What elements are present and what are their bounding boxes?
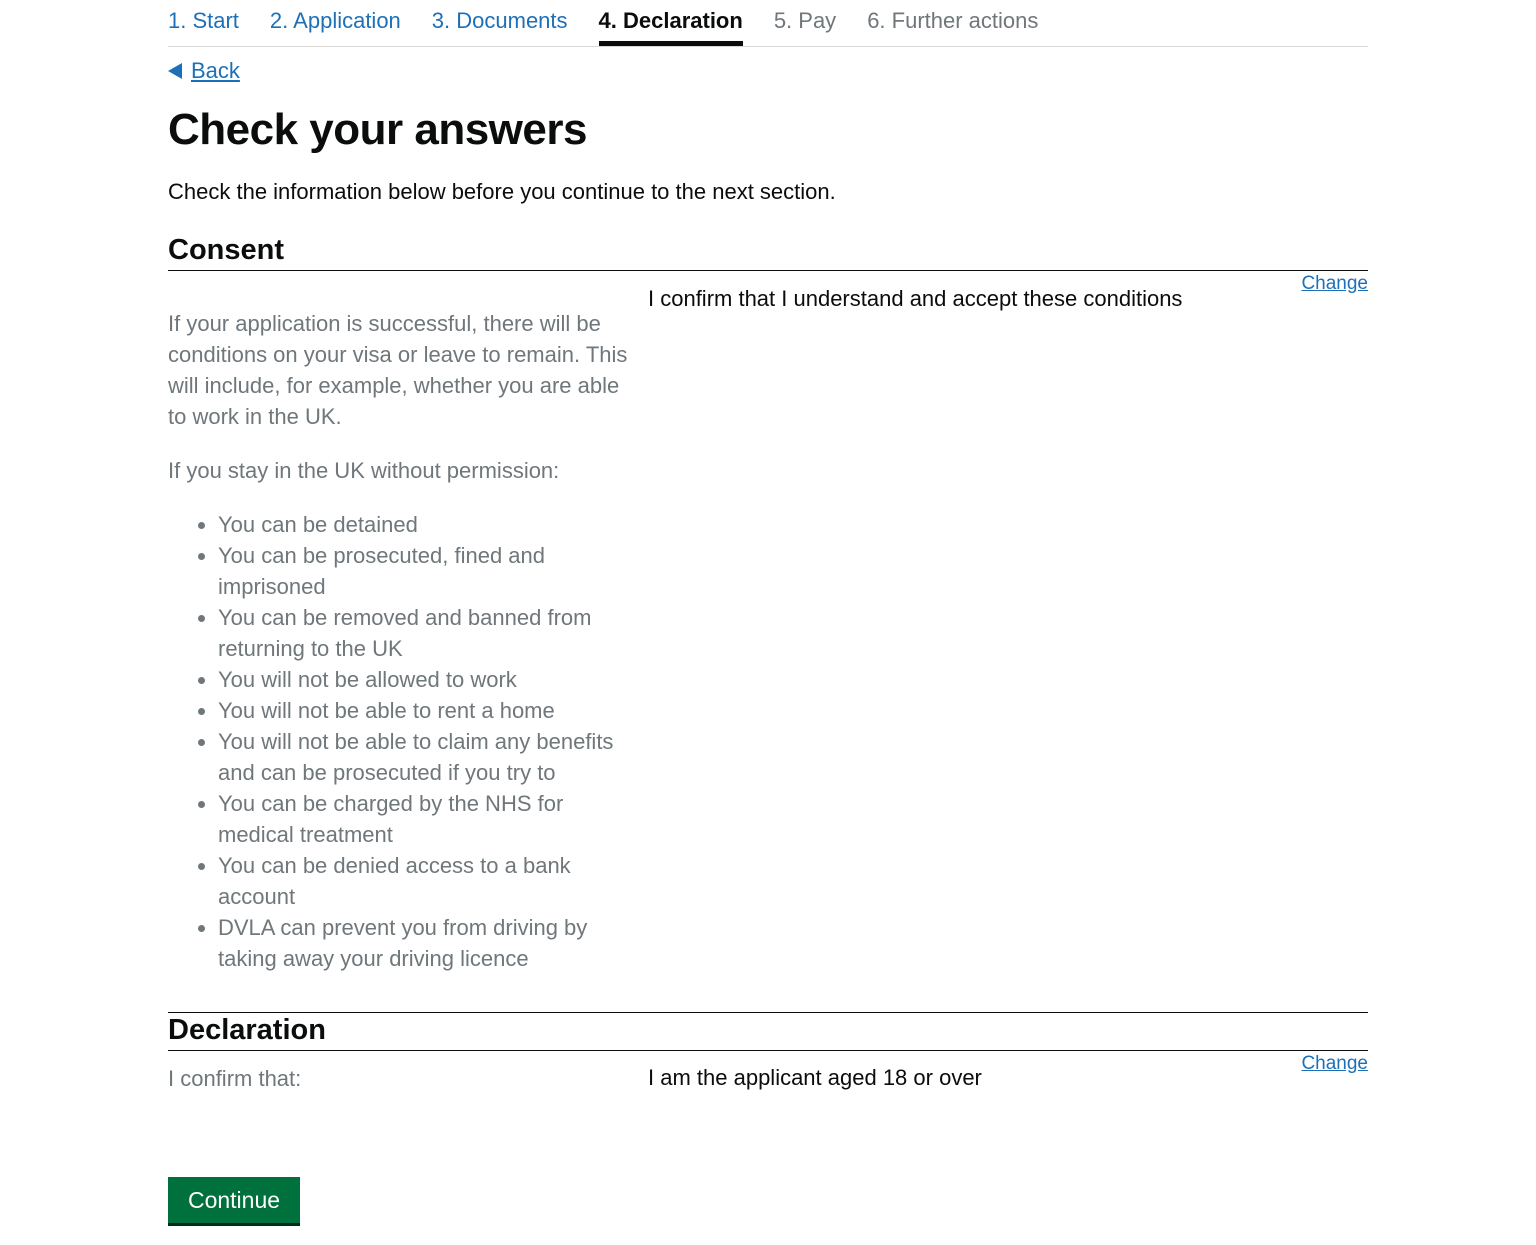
step-documents[interactable]: 3. Documents (431, 8, 568, 33)
back-arrow-icon (168, 63, 182, 79)
step-navigation (168, 0, 1368, 47)
consent-change-link[interactable]: Change (1301, 273, 1368, 294)
declaration-top-divider (168, 1012, 1368, 1013)
consent-answer: I confirm that I understand and accept these conditions (648, 286, 1183, 311)
consent-permission-text: If you stay in the UK without permission: (168, 458, 560, 483)
list-item: • You can be charged by the NHS for medical treatment (218, 788, 630, 850)
list-item: • You can be denied access to a bank account (218, 850, 630, 912)
consent-consequences-list (168, 509, 630, 974)
consent-heading: Consent (168, 234, 284, 266)
list-item: • DVLA can prevent you from driving by taking away your driving licence (218, 912, 630, 974)
list-item: • You can be removed and banned from returning to the UK (218, 602, 630, 664)
list-item: • You can be detained (218, 509, 630, 540)
declaration-heading: Declaration (168, 1014, 326, 1046)
back-link[interactable] (168, 58, 240, 84)
declaration-key: I confirm that: (168, 1066, 302, 1091)
step-further-actions: 6. Further actions (867, 8, 1039, 33)
list-item: • You will not be able to rent a home (218, 695, 630, 726)
step-declaration: 4. Declaration (599, 0, 743, 36)
list-item: • You can be prosecuted, fined and imprisoned (218, 540, 630, 602)
list-item: • You will not be allowed to work (218, 664, 630, 695)
declaration-divider (168, 1050, 1368, 1051)
consent-divider (168, 270, 1368, 271)
continue-button[interactable]: Continue (168, 1177, 300, 1223)
declaration-answer: I am the applicant aged 18 or over (648, 1065, 982, 1090)
consent-conditions-text: If your application is successful, there will be conditions on your visa or leave to remain. This will include, for example, whether you are able to work in the UK. (168, 311, 628, 429)
intro-text: Check the information below before you continue to the next section. (168, 179, 836, 204)
declaration-change-link[interactable]: Change (1301, 1053, 1368, 1074)
step-start[interactable]: 1. Start (168, 8, 239, 33)
page-title: Check your answers (168, 105, 587, 154)
step-pay: 5. Pay (773, 8, 837, 33)
main-container (168, 0, 1368, 1213)
consent-key (168, 308, 630, 974)
list-item: • You will not be able to claim any benefits and can be prosecuted if you try to (218, 726, 630, 788)
step-application[interactable]: 2. Application (269, 8, 401, 33)
back-link-label: Back (191, 58, 240, 83)
